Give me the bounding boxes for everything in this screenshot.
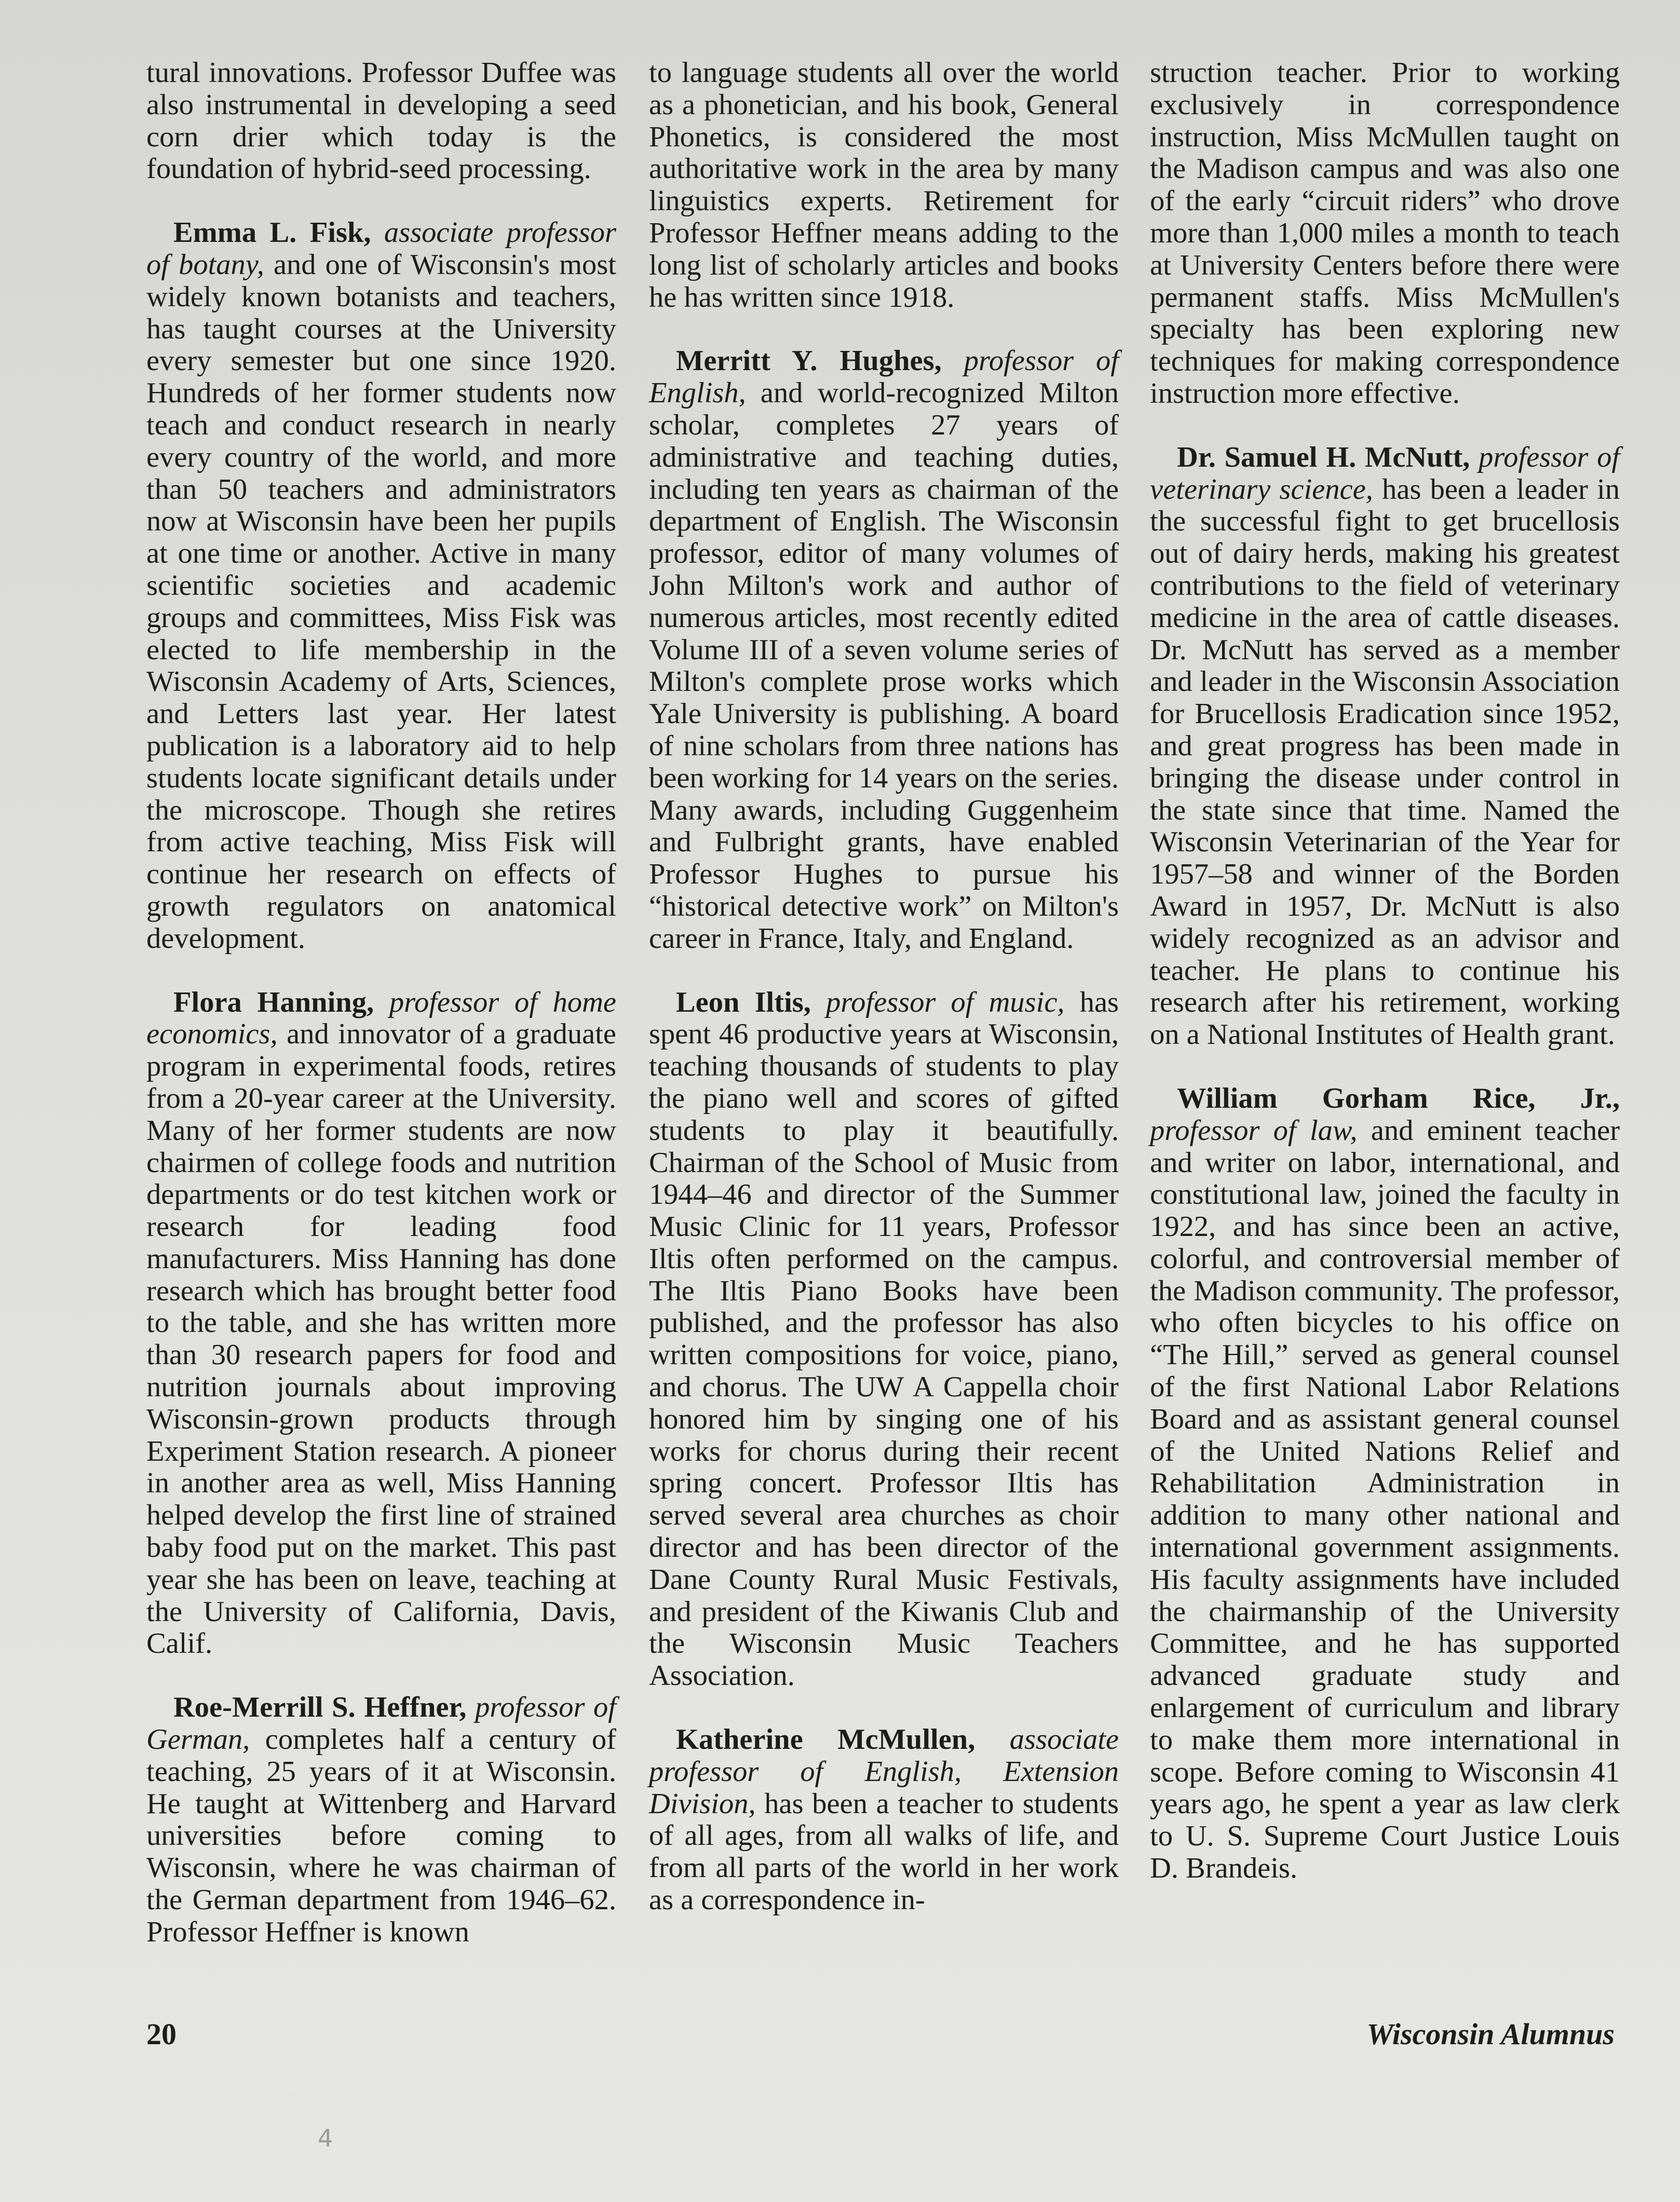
person-name: William Gorham Rice, Jr., <box>1177 1082 1620 1114</box>
person-title: professor of German, <box>146 1691 617 1756</box>
person-title: professor of music, <box>826 986 1065 1018</box>
paragraph-mcmullen <box>649 1724 1119 1916</box>
person-name: Merritt Y. Hughes, <box>676 345 942 377</box>
pencil-mark: 4 <box>318 2124 333 2152</box>
paragraph-text: and innovator of a graduate program in experimental foods, retires from a 20-year career at the University. Many of her former students are now chairmen of college foods and nutrition departments or do test kitchen work or research for leading food manufacturers. Miss Hanning has done research which has brought better food to the table, and she has written more than 30 research papers for food and nutrition journals about improving Wisconsin-grown products through Experiment Station research. A pioneer in another area as well, Miss Hanning helped develop the first line of strained baby food put on the market. This past year she has been on leave, teaching at the University of California, Davis, Calif. <box>146 1018 616 1660</box>
paragraph-text: to language students all over the world as a phonetician, and his book, General Phonetics, is considered the most authoritative work in the area by many linguistics experts. Retirement for Professor Heffner means adding to the long list of scholarly articles and books he has written since 1918. <box>649 57 1119 314</box>
paragraph-text: tural innovations. Professor Duffee was also instrumental in developing a seed corn drier which today is the foundation of hybrid-seed processing. <box>146 57 616 185</box>
paragraph-text: has been a teacher to students of all ages, from all walks of life, and from all parts of the world in her work as a correspondence in- <box>649 1787 1119 1916</box>
paragraph-text: has spent 46 productive years at Wisconsin, teaching thousands of students to play the piano well and scores of gifted students to play it beautifully. Chairman of the School of Music from 1944–46 and director of the Summer Music Clinic for 11 years, Professor Iltis often performed on the campus. The Iltis Piano Books have been published, and the professor has also written compositions for voice, piano, and chorus. The UW A Cappella choir honored him by singing one of his works for chorus during their recent spring concert. Professor Iltis has served several area churches as choir director and has been director of the Dane County Rural Music Festivals, and president of the Kiwanis Club and the Wisconsin Music Teachers Association. <box>649 986 1119 1692</box>
person-title: professor of English, <box>649 345 1119 410</box>
magazine-title: Wisconsin Alumnus <box>1366 2017 1615 2051</box>
person-name: Katherine McMullen, <box>676 1723 976 1756</box>
column-3 <box>1150 57 1620 1916</box>
column-2 <box>649 57 1119 1948</box>
column-1 <box>146 57 616 1980</box>
paragraph-text: and one of Wisconsin's most widely known botanists and teachers, has taught courses at the University every semester but one since 1920. Hundreds of her former students now teach and conduct research in nearly every country of the world, and more than 50 teachers and administrators now at Wisconsin have been her pupils at one time or another. Active in many scientific societies and academic groups and committees, Miss Fisk was elected to life membership in the Wisconsin Academy of Arts, Sciences, and Letters last year. Her latest publication is a laboratory aid to help students locate significant details under the microscope. Though she retires from active teaching, Miss Fisk will continue her research on effects of growth regulators on anatomical development. <box>146 248 616 955</box>
paragraph-heffner-continued <box>649 57 1119 314</box>
paragraph-hughes <box>649 345 1119 955</box>
paragraph-text: completes half a century of teaching, 25 years of it at Wisconsin. He taught at Wittenberg and Harvard universities before coming to Wisconsin, where he was chairman of the German department from 1946–62. Professor Heffner is known <box>146 1723 616 1948</box>
paragraph-mcnutt <box>1150 442 1620 1051</box>
paragraph-text: and world-recognized Milton scholar, completes 27 years of administrative and teaching duties, including ten years as chairman of the department of English. The Wisconsin professor, editor of many volumes of John Milton's work and author of numerous articles, most recently edited Volume III of a seven volume series of Milton's complete prose works which Yale University is publishing. A board of nine scholars from three nations has been working for 14 years on the series. Many awards, including Guggenheim and Fulbright grants, have enabled Professor Hughes to pursue his “historical detective work” on Milton's career in France, Italy, and England. <box>649 377 1119 955</box>
paragraph-text: has been a leader in the successful fight to get brucellosis out of dairy herds, making his greatest contributions to the field of veterinary medicine in the area of cattle diseases. Dr. McNutt has served as a member and leader in the Wisconsin Association for Brucellosis Eradication since 1952, and great progress has been made in bringing the disease under control in the state since that time. Named the Wisconsin Veterinarian of the Year for 1957–58 and winner of the Borden Award in 1957, Dr. McNutt is also widely recognized as an advisor and teacher. He plans to continue his research after his retirement, working on a National Institutes of Health grant. <box>1150 473 1620 1051</box>
person-title: professor of home economics, <box>146 986 617 1051</box>
paragraph-iltis <box>649 987 1119 1693</box>
page-number: 20 <box>146 2017 177 2051</box>
paragraph-heffner <box>146 1692 616 1948</box>
person-name: Emma L. Fisk, <box>173 216 371 249</box>
person-title: professor of law, <box>1150 1114 1358 1147</box>
person-name: Dr. Samuel H. McNutt, <box>1177 441 1470 473</box>
paragraph-text: and eminent teacher and writer on labor, international, and constitutional law, joined the faculty in 1922, and has since been an active, colorful, and controversial member of the Madison community. The professor, who often bicycles to his office on “The Hill,” served as general counsel of the first National Labor Relations Board and as assistant general counsel of the United Nations Relief and Rehabilitation Administration in addition to many other national and international government assignments. His faculty assignments have included the chairmanship of the University Committee, and he has supported advanced graduate study and enlargement of curriculum and library to make them more international in scope. Before coming to Wisconsin 41 years ago, he spent a year as law clerk to U. S. Supreme Court Justice Louis D. Brandeis. <box>1150 1114 1620 1885</box>
person-title: associate professor of English, Extension Division, <box>649 1723 1119 1820</box>
paragraph-text: struction teacher. Prior to working exclusively in correspondence instruction, Miss McMullen taught on the Madison campus and was also one of the early “circuit riders” who drove more than 1,000 miles a month to teach at University Centers before there were permanent staffs. Miss McMullen's specialty has been exploring new techniques for making correspondence instruction more effective. <box>1150 57 1620 410</box>
paragraph-mcmullen-continued <box>1150 57 1620 410</box>
paragraph-rice <box>1150 1083 1620 1885</box>
person-title: professor of veterinary science, <box>1150 441 1620 506</box>
person-name: Flora Hanning, <box>173 986 374 1018</box>
paragraph-duffee-continued <box>146 57 616 185</box>
paragraph-hanning <box>146 987 616 1661</box>
paragraph-fisk <box>146 217 616 955</box>
person-name: Roe-Merrill S. Heffner, <box>173 1691 467 1724</box>
person-title: associate professor of botany, <box>146 216 617 281</box>
person-name: Leon Iltis, <box>676 986 811 1018</box>
